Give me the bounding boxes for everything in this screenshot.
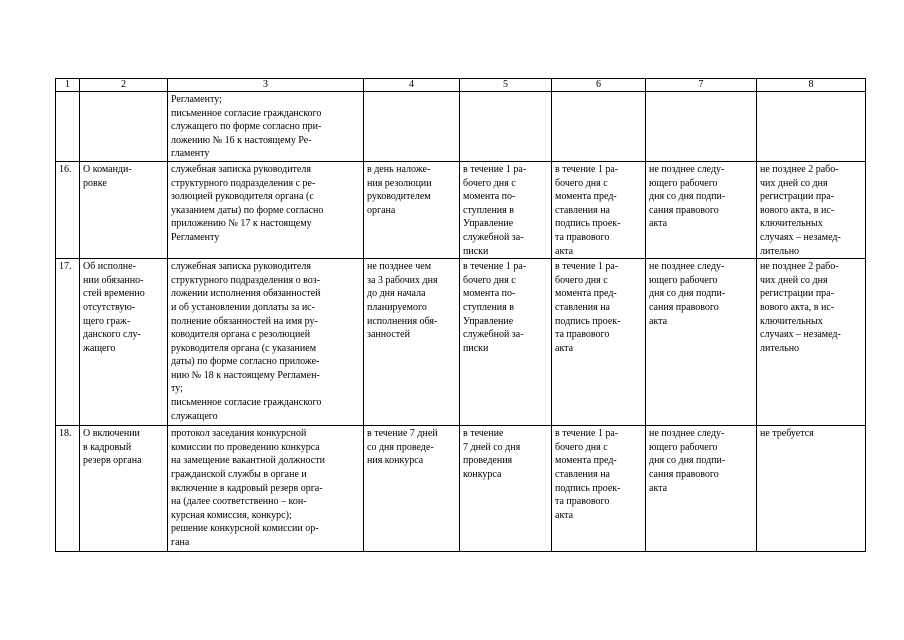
table-row bbox=[56, 92, 866, 162]
table-cell-col2 bbox=[80, 426, 168, 552]
row-number: 18. bbox=[56, 426, 80, 552]
cell-text-line: в день наложе- bbox=[367, 163, 431, 175]
cell-text-line: лительно bbox=[760, 342, 800, 354]
table-cell-col7 bbox=[646, 161, 757, 258]
cell-text-line: нии обязанно- bbox=[83, 274, 144, 286]
table-cell-col5 bbox=[460, 161, 552, 258]
cell-text-line: данского слу- bbox=[83, 329, 141, 341]
cell-text-line: в течение 1 ра- bbox=[555, 163, 619, 175]
cell-text-line: щего граж- bbox=[83, 315, 131, 327]
cell-text-line: ставления на bbox=[555, 468, 610, 480]
cell-text-line: вового акта, в ис- bbox=[760, 204, 835, 216]
cell-text-line: комиссии по проведению конкурса bbox=[171, 441, 320, 453]
cell-text-line: Регламенту; bbox=[171, 94, 222, 105]
cell-text-line: ложении исполнения обязанностей bbox=[171, 288, 321, 300]
cell-text-line: не позднее следу- bbox=[649, 163, 725, 175]
cell-text-line: дня со дня подпи- bbox=[649, 455, 726, 467]
cell-text-line: ководителя органа с резолюцией bbox=[171, 329, 311, 341]
cell-text-line: в течение 7 дней bbox=[367, 428, 438, 440]
table-cell-col3 bbox=[168, 161, 364, 258]
cell-text-line: Регламенту bbox=[171, 231, 220, 243]
cell-text-line: бочего дня с bbox=[555, 274, 608, 286]
cell-text-line: служебная записка руководителя bbox=[171, 163, 311, 175]
table-cell-col6 bbox=[552, 92, 646, 162]
cell-text-line: ключительных bbox=[760, 218, 823, 230]
cell-text-line: бочего дня с bbox=[555, 441, 608, 453]
cell-text-line: планируемого bbox=[367, 301, 427, 313]
cell-text-line: приложению № 17 к настоящему bbox=[171, 218, 312, 230]
cell-text-line: регистрации пра- bbox=[760, 191, 834, 203]
cell-text-line: жащего bbox=[83, 342, 116, 354]
table-cell-col8 bbox=[757, 92, 866, 162]
cell-text-line: гламенту bbox=[171, 148, 210, 160]
cell-text-line: со дня проведе- bbox=[367, 441, 434, 453]
cell-text-line: не требуется bbox=[760, 428, 814, 440]
cell-text-line: сания правового bbox=[649, 204, 719, 216]
cell-text-line: на замещение вакантной должности bbox=[171, 455, 325, 467]
cell-text-line: момента по- bbox=[463, 288, 516, 300]
cell-text-line: органа bbox=[367, 204, 396, 216]
cell-text-line: служащего bbox=[171, 410, 218, 422]
cell-text-line: стей временно bbox=[83, 288, 145, 300]
column-number: 5 bbox=[460, 79, 552, 92]
cell-text-line: Управление bbox=[463, 218, 514, 230]
cell-text-line: курсная комиссия, конкурс); bbox=[171, 509, 292, 521]
cell-text-line: служащего по форме согласно при- bbox=[171, 121, 322, 133]
cell-text-line: за 3 рабочих дня bbox=[367, 274, 438, 286]
cell-text-line: дня со дня подпи- bbox=[649, 191, 726, 203]
cell-text-line: в течение 1 ра- bbox=[463, 261, 527, 273]
cell-text-line: не позднее чем bbox=[367, 261, 432, 273]
cell-text-line: та правового bbox=[555, 329, 610, 341]
cell-text-line: руководителя органа (с указанием bbox=[171, 342, 317, 354]
cell-text-line: даты) по форме согласно приложе- bbox=[171, 356, 320, 368]
cell-text-line: акта bbox=[649, 482, 668, 494]
cell-text-line: писки bbox=[463, 245, 489, 257]
table-cell-col8 bbox=[757, 161, 866, 258]
cell-text-line: не позднее следу- bbox=[649, 428, 725, 440]
cell-text-line: на (далее соответственно – кон- bbox=[171, 496, 307, 508]
column-number: 2 bbox=[80, 79, 168, 92]
header-row bbox=[56, 79, 866, 92]
cell-text-line: ющего рабочего bbox=[649, 274, 718, 286]
cell-text-line: протокол заседания конкурсной bbox=[171, 428, 307, 440]
cell-text-line: чих дней со дня bbox=[760, 177, 828, 189]
column-number: 8 bbox=[757, 79, 866, 92]
table-cell-col7 bbox=[646, 426, 757, 552]
cell-text-line: письменное согласие гражданского bbox=[171, 397, 322, 409]
column-number: 7 bbox=[646, 79, 757, 92]
cell-text-line: ния резолюции bbox=[367, 177, 432, 189]
column-number: 3 bbox=[168, 79, 364, 92]
cell-text-line: регистрации пра- bbox=[760, 288, 834, 300]
table-cell-col3 bbox=[168, 426, 364, 552]
cell-text-line: в течение 1 ра- bbox=[555, 428, 619, 440]
cell-text-line: ния конкурса bbox=[367, 455, 424, 467]
cell-text-line: бочего дня с bbox=[463, 274, 516, 286]
cell-text-line: О включении bbox=[83, 428, 140, 440]
cell-text-line: та правового bbox=[555, 496, 610, 508]
cell-text-line: лительно bbox=[760, 245, 800, 257]
cell-text-line: в течение 1 ра- bbox=[555, 261, 619, 273]
cell-text-line: не позднее 2 рабо- bbox=[760, 163, 839, 175]
cell-text-line: в течение 1 ра- bbox=[463, 163, 527, 175]
cell-text-line: ложению № 16 к настоящему Ре- bbox=[171, 134, 312, 146]
cell-text-line: в кадровый bbox=[83, 441, 132, 453]
cell-text-line: О команди- bbox=[83, 163, 132, 175]
cell-text-line: дня со дня подпи- bbox=[649, 288, 726, 300]
table-cell-col8 bbox=[757, 426, 866, 552]
cell-text-line: отсутствую- bbox=[83, 301, 136, 313]
cell-text-line: не позднее 2 рабо- bbox=[760, 261, 839, 273]
cell-text-line: бочего дня с bbox=[555, 177, 608, 189]
cell-text-line: момента пред- bbox=[555, 288, 617, 300]
table-cell-col4 bbox=[364, 259, 460, 426]
cell-text-line: акта bbox=[649, 218, 668, 230]
cell-text-line: руководителем bbox=[367, 191, 431, 203]
table-cell-col3 bbox=[168, 259, 364, 426]
table-cell-col8 bbox=[757, 259, 866, 426]
cell-text-line: ровке bbox=[83, 177, 107, 189]
table-cell-col3 bbox=[168, 92, 364, 162]
table-cell-col5 bbox=[460, 426, 552, 552]
cell-text-line: ту; bbox=[171, 383, 183, 395]
cell-text-line: случаях – незамед- bbox=[760, 329, 841, 341]
cell-text-line: служебная записка руководителя bbox=[171, 261, 311, 273]
cell-text-line: исполнения обя- bbox=[367, 315, 438, 327]
row-number: 16. bbox=[56, 161, 80, 258]
document-page bbox=[55, 78, 865, 552]
table-cell-col5 bbox=[460, 92, 552, 162]
cell-text-line: ставления на bbox=[555, 301, 610, 313]
cell-text-line: ющего рабочего bbox=[649, 441, 718, 453]
table-cell-col7 bbox=[646, 259, 757, 426]
cell-text-line: ступления в bbox=[463, 204, 514, 216]
table-cell-col6 bbox=[552, 161, 646, 258]
cell-text-line: сания правового bbox=[649, 301, 719, 313]
cell-text-line: ющего рабочего bbox=[649, 177, 718, 189]
cell-text-line: акта bbox=[555, 509, 574, 521]
table-cell-col4 bbox=[364, 92, 460, 162]
cell-text-line: золюцией руководителя органа (с bbox=[171, 191, 314, 203]
cell-text-line: письменное согласие гражданского bbox=[171, 107, 322, 119]
table-cell-col5 bbox=[460, 259, 552, 426]
cell-text-line: вового акта, в ис- bbox=[760, 301, 835, 313]
cell-text-line: чих дней со дня bbox=[760, 274, 828, 286]
column-number: 6 bbox=[552, 79, 646, 92]
cell-text-line: резерв органа bbox=[83, 455, 142, 467]
cell-text-line: Управление bbox=[463, 315, 514, 327]
column-number: 4 bbox=[364, 79, 460, 92]
table-cell-col4 bbox=[364, 426, 460, 552]
cell-text-line: и об установлении доплаты за ис- bbox=[171, 301, 315, 313]
cell-text-line: акта bbox=[555, 342, 574, 354]
cell-text-line: до дня начала bbox=[367, 288, 426, 300]
cell-text-line: структурного подразделения о воз- bbox=[171, 274, 321, 286]
table-cell-col2 bbox=[80, 259, 168, 426]
cell-text-line: Об исполне- bbox=[83, 261, 136, 273]
cell-text-line: нию № 18 к настоящему Регламен- bbox=[171, 369, 320, 381]
cell-text-line: решение конкурсной комиссии ор- bbox=[171, 523, 319, 535]
table-row bbox=[56, 259, 866, 426]
cell-text-line: не позднее следу- bbox=[649, 261, 725, 273]
cell-text-line: подпись проек- bbox=[555, 218, 621, 230]
cell-text-line: гражданской службы в органе и bbox=[171, 468, 307, 480]
cell-text-line: в течение bbox=[463, 428, 504, 440]
cell-text-line: сания правового bbox=[649, 468, 719, 480]
row-number: 17. bbox=[56, 259, 80, 426]
cell-text-line: ключительных bbox=[760, 315, 823, 327]
cell-text-line: подпись проек- bbox=[555, 315, 621, 327]
cell-text-line: писки bbox=[463, 342, 489, 354]
regulation-table bbox=[55, 78, 866, 552]
cell-text-line: момента пред- bbox=[555, 455, 617, 467]
table-cell-col7 bbox=[646, 92, 757, 162]
cell-text-line: 7 дней со дня bbox=[463, 441, 521, 453]
table-cell-col2 bbox=[80, 92, 168, 162]
cell-text-line: бочего дня с bbox=[463, 177, 516, 189]
cell-text-line: проведения bbox=[463, 455, 513, 467]
column-number: 1 bbox=[56, 79, 80, 92]
cell-text-line: служебной за- bbox=[463, 329, 524, 341]
cell-text-line: гана bbox=[171, 536, 190, 548]
cell-text-line: та правового bbox=[555, 231, 610, 243]
table-row bbox=[56, 426, 866, 552]
table-cell-col6 bbox=[552, 259, 646, 426]
cell-text-line: акта bbox=[555, 245, 574, 257]
cell-text-line: структурного подразделения с ре- bbox=[171, 177, 316, 189]
cell-text-line: момента по- bbox=[463, 191, 516, 203]
table-row bbox=[56, 161, 866, 258]
table-cell-col2 bbox=[80, 161, 168, 258]
cell-text-line: занностей bbox=[367, 329, 410, 341]
cell-text-line: ступления в bbox=[463, 301, 514, 313]
cell-text-line: включение в кадровый резерв орга- bbox=[171, 482, 323, 494]
row-number bbox=[56, 92, 80, 162]
cell-text-line: акта bbox=[649, 315, 668, 327]
cell-text-line: подпись проек- bbox=[555, 482, 621, 494]
cell-text-line: случаях – незамед- bbox=[760, 231, 841, 243]
table-cell-col4 bbox=[364, 161, 460, 258]
cell-text-line: указанием даты) по форме согласно bbox=[171, 204, 324, 216]
cell-text-line: полнение обязанностей на имя ру- bbox=[171, 315, 318, 327]
cell-text-line: ставления на bbox=[555, 204, 610, 216]
cell-text-line: служебной за- bbox=[463, 231, 524, 243]
table-cell-col6 bbox=[552, 426, 646, 552]
cell-text-line: конкурса bbox=[463, 468, 502, 480]
cell-text-line: момента пред- bbox=[555, 191, 617, 203]
